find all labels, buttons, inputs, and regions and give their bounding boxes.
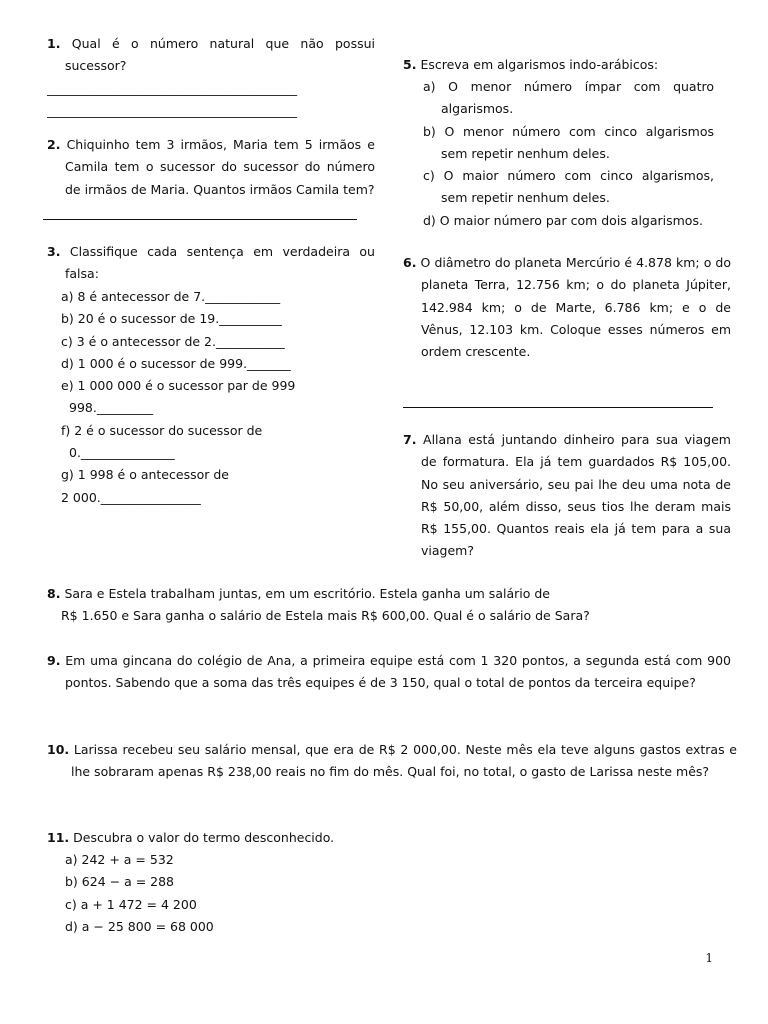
question-text: Descubra o valor do termo desconhecido. — [73, 830, 335, 845]
list-item: d) a − 25 800 = 68 000 — [65, 918, 214, 934]
question-3-items — [61, 286, 361, 509]
question-text: Escreva em algarismos indo-arábicos: — [420, 57, 659, 72]
answer-line — [43, 219, 357, 220]
list-item: b) O menor número com cinco algarismos sem repetir nenhum deles. — [423, 123, 714, 161]
question-text: Qual é o número natural que não possui sucessor? — [65, 36, 375, 74]
question-number: 9. — [47, 653, 61, 668]
list-item: g) 1 998 é o antecessor de — [61, 467, 229, 483]
question-8 — [47, 583, 727, 628]
question-5 — [403, 54, 715, 76]
question-text: Em uma gincana do colégio de Ana, a primeira equipe está com 1 320 pontos, a segunda está com 900 pontos. Sabendo que a soma das três equipes é de 3 150, qual o total de pontos da terceira equipe? — [65, 653, 731, 691]
question-text: O diâmetro do planeta Mercúrio é 4.878 km; o do planeta Terra, 12.756 km; o do planeta Júpiter, 142.984 km; o de Marte, 6.786 km; e o de Vênus, 12.103 km. Coloque esses números em ordem crescente. — [420, 255, 732, 360]
question-11 — [47, 827, 713, 849]
question-2 — [47, 134, 375, 201]
question-5-items — [423, 76, 714, 232]
question-text: Classifique cada sentença em verdadeira ou falsa: — [65, 244, 375, 282]
question-1 — [47, 33, 375, 78]
list-item: c) O maior número com cinco algarismos, sem repetir nenhum deles. — [423, 168, 714, 206]
question-number: 6. — [403, 255, 417, 270]
answer-line — [403, 407, 713, 408]
list-item: c) 3 é o antecessor de 2.___________ — [61, 333, 285, 349]
page-number: 1 — [705, 951, 713, 965]
question-text: Allana está juntando dinheiro para sua viagem de formatura. Ela já tem guardados R$ 105,00. No seu aniversário, seu pai lhe deu uma nota de R$ 50,00, além disso, seus tios lhe deram mais R$ 155,00. Quantos reais ela já tem para a sua viagem? — [421, 432, 731, 559]
list-item: d) 1 000 é o sucessor de 999._______ — [61, 355, 291, 371]
list-item: b) 20 é o sucessor de 19.__________ — [61, 311, 282, 327]
answer-blank: ________________________________________ — [47, 81, 297, 96]
question-11-items — [65, 849, 365, 938]
list-item: d) O maior número par com dois algarismos. — [423, 212, 703, 228]
question-number: 1. — [47, 36, 61, 51]
list-item: a) 242 + a = 532 — [65, 852, 174, 867]
question-3 — [47, 241, 375, 286]
question-number: 8. — [47, 586, 61, 601]
list-item: a) O menor número ímpar com quatro algarismos. — [423, 79, 714, 117]
list-item: 2 000.________________ — [61, 489, 201, 505]
question-number: 7. — [403, 432, 417, 447]
question-text: Chiquinho tem 3 irmãos, Maria tem 5 irmãos e Camila tem o sucessor do sucessor do número de irmãos de Maria. Quantos irmãos Camila tem? — [65, 137, 375, 197]
list-item: b) 624 − a = 288 — [65, 874, 175, 890]
list-item: a) 8 é antecessor de 7.____________ — [61, 289, 281, 304]
list-item: 0._______________ — [69, 445, 175, 461]
answer-blank: ________________________________________ — [47, 103, 297, 118]
list-item: 998._________ — [69, 400, 154, 416]
question-number: 10. — [47, 742, 70, 757]
question-10 — [47, 739, 737, 784]
list-item: f) 2 é o sucessor do sucessor de — [61, 422, 263, 438]
question-number: 3. — [47, 244, 61, 259]
list-item: c) a + 1 472 = 4 200 — [65, 896, 197, 912]
list-item: e) 1 000 000 é o sucessor par de 999 — [61, 378, 296, 394]
question-7 — [403, 429, 731, 563]
question-number: 11. — [47, 830, 70, 845]
question-text: Larissa recebeu seu salário mensal, que era de R$ 2 000,00. Neste mês ela teve alguns gastos extras e lhe sobraram apenas R$ 238,00 reais no fim do mês. Qual foi, no total, o gasto de Larissa neste mês? — [71, 742, 737, 780]
question-9 — [47, 650, 731, 695]
question-text-line-2: R$ 1.650 e Sara ganha o salário de Estela mais R$ 600,00. Qual é o salário de Sara? — [61, 608, 590, 624]
question-6 — [403, 252, 731, 363]
question-number: 2. — [47, 137, 61, 152]
question-number: 5. — [403, 57, 417, 72]
question-text-line-1: Sara e Estela trabalham juntas, em um escritório. Estela ganha um salário de — [64, 586, 550, 601]
